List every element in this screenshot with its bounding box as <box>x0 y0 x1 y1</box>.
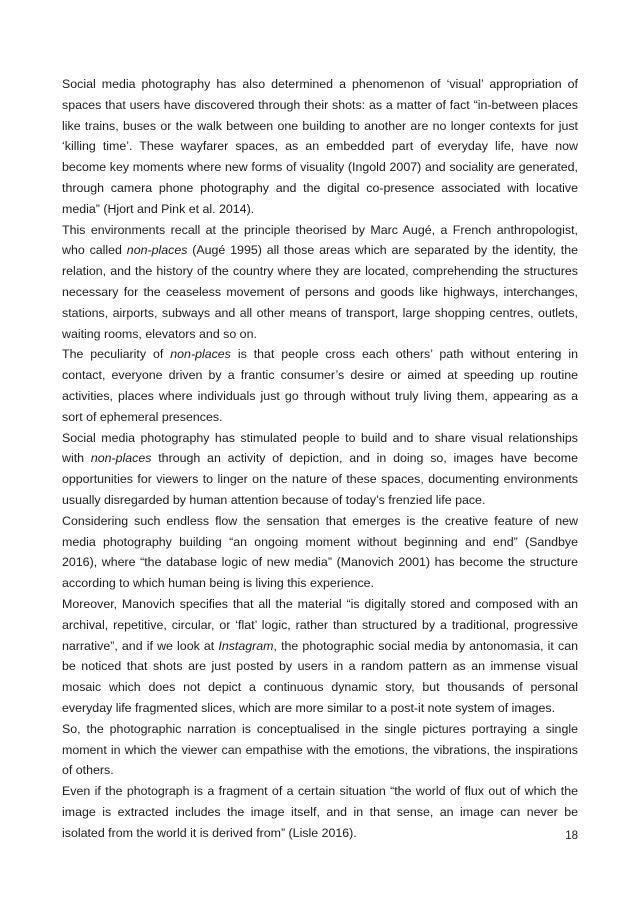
paragraph-1 <box>62 74 578 220</box>
paragraph-4 <box>62 428 578 511</box>
paragraph-text: Moreover, Manovich specifies that all the material “is digitally stored and composed with an archival, repetitive, circular, or ‘flat’ logic, rather than structured by a traditional, progressive narrative”, and if we look at <box>62 596 578 653</box>
paragraph-text: Social media photography has also determined a phenomenon of ‘visual’ appropriation of spaces that users have discovered through their shots: as a matter of fact “in-between places like trains, buses or the walk between one building to another are no longer contexts for just ‘killing time’. These wayfarer spaces, as an embedded part of everyday life, have now become key moments where new forms of visuality (Ingold 2007) and sociality are generated, through camera phone photography and the digital co-presence associated with locative media” (Hjort and Pink et al. 2014). <box>62 77 578 216</box>
italic-term: non-places <box>126 243 188 258</box>
paragraph-text: Social media photography has stimulated people to build and to share visual relationships with <box>62 430 578 466</box>
paragraph-text: Even if the photograph is a fragment of a certain situation “the world of flux out of which the image is extracted includes the image itself, and in that sense, an image can never be isolated from the world it is derived from” (Lisle 2016). <box>62 784 578 840</box>
paragraph-text: So, the photographic narration is conceptualised in the single pictures portraying a single moment in which the viewer can empathise with the emotions, the vibrations, the inspirations of others. <box>62 721 578 778</box>
paragraph-text: (Augé 1995) all those areas which are separated by the identity, the relation, and the history of the country where they are located, comprehending the structures necessary for the ceaseless movement of persons and goods like highways, interchanges, stations, airports, subways and all other means of transport, large shopping centres, outlets, waiting rooms, elevators and so on. <box>62 243 578 341</box>
paragraph-2 <box>62 220 578 345</box>
paragraph-text: is that people cross each others’ path without entering in contact, everyone driven by a frantic consumer’s desire or aimed at speeding up routine activities, places where individuals just go through without truly living them, appearing as a sort of ephemeral presences. <box>62 347 579 424</box>
paragraph-7 <box>62 719 578 781</box>
page-number: 18 <box>565 830 578 842</box>
paragraph-text: The peculiarity of <box>62 347 171 362</box>
paragraph-text: through an activity of depiction, and in doing so, images have become opportunities for viewers to linger on the nature of these spaces, documenting environments usually disregarded by human attention because of today’s frenzied life pace. <box>62 451 578 507</box>
paragraph-6 <box>62 594 578 719</box>
paragraph-5 <box>62 511 578 594</box>
paragraph-text: Considering such endless flow the sensation that emerges is the creative feature of new media photography building “an ongoing moment without beginning and end” (Sandbye 2016), where “the database logic of new media” (Manovich 2001) has become the structure according to which human being is living this experience. <box>62 513 578 591</box>
paragraph-3 <box>62 344 578 427</box>
italic-term: Instagram <box>218 638 274 653</box>
document-body <box>62 74 578 843</box>
paragraph-text: , the photographic social media by antonomasia, it can be noticed that shots are just posted by users in a random pattern as an immense visual mosaic which does not depict a continuous dynamic story, but thousands of personal everyday life fragmented slices, which are more similar to a post-it note system of images. <box>62 638 578 715</box>
paragraph-text: This environments recall at the principle theorised by Marc Augé, a French anthropologist, who called <box>62 222 578 258</box>
italic-term: non-places <box>90 451 152 466</box>
italic-term: non-places <box>170 347 231 362</box>
